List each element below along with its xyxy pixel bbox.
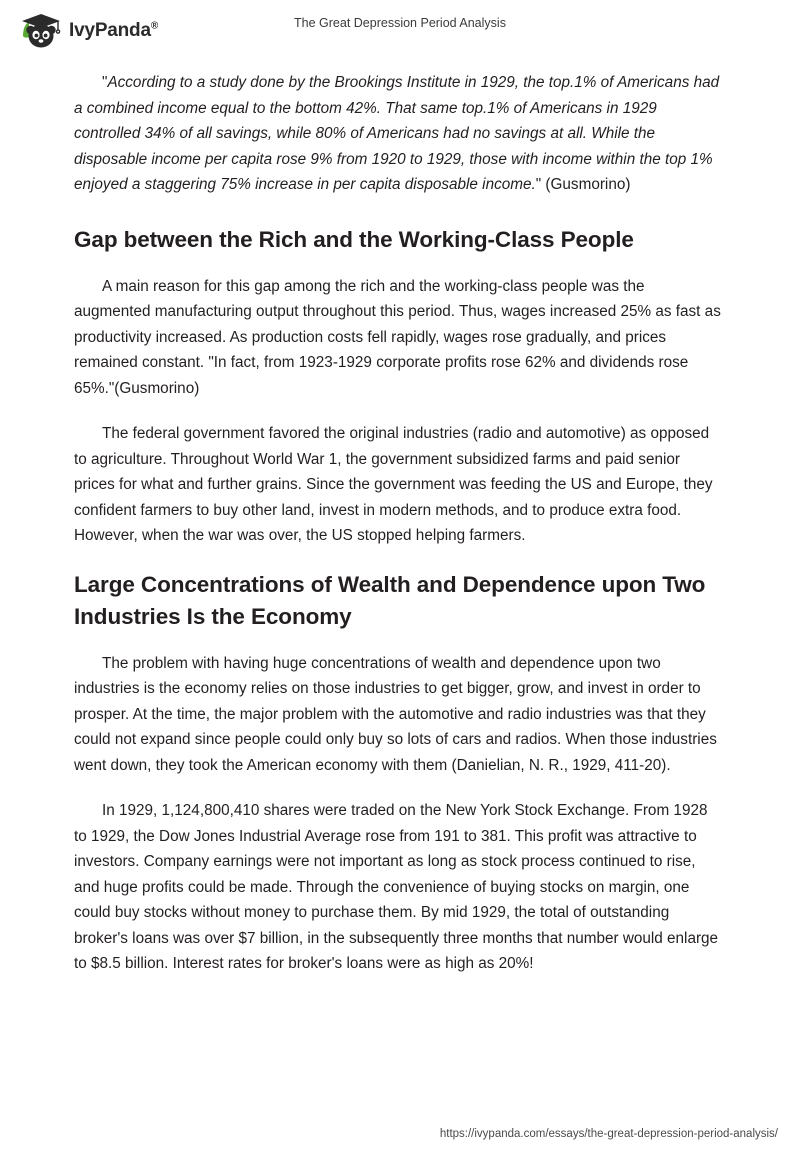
paragraph-1: A main reason for this gap among the rich and the working-class people was the augmented manufacturing output throughout this period. Thus, wages increased 25% as fast as productivity increased. As production costs fell rapidly, wages rose gradually, and prices remained constant. "In fact, from 1923-1929 corporate profits rose 62% and dividends rose 65%."(Gusmorino) bbox=[74, 277, 721, 397]
page-header bbox=[0, 0, 800, 62]
pull-quote: "According to a study done by the Brookings Institute in 1929, the top.1% of Americans had a combined income equal to the bottom 42%. That same top.1% of Americans in 1929 controlled 34% of all savings, while 80% of Americans had no savings at all. While the disposable income per capita rose 9% from 1920 to 1929, those with income within the top 1% enjoyed a staggering 75% increase in per capita disposable income." (Gusmorino) bbox=[74, 74, 720, 193]
section-heading-1: Gap between the Rich and the Working-Class People bbox=[74, 226, 634, 252]
paragraph-4: In 1929, 1,124,800,410 shares were traded on the New York Stock Exchange. From 1928 to 1929, the Dow Jones Industrial Average rose from 191 to 381. This profit was attractive to investors. Company earnings were not important as long as stock process continued to rise, and huge profits could be made. Through the convenience of buying stocks on margin, one could buy stocks without money to purchase them. By mid 1929, the total of outstanding broker's loans was over $7 billion, in the subsequently three months that number would enlarge to $8.5 billion. Interest rates for broker's loans were as high as 20%! bbox=[74, 802, 719, 972]
paragraph-3: The problem with having huge concentrations of wealth and dependence upon two industries is the economy relies on those industries to get bigger, grow, and invest in order to prosper. At the time, the major problem with the automotive and radio industries was that they could not expand since people could only buy so lots of cars and radios. When those industries went down, they took the American economy with them (Danielian, N. R., 1929, 411-20). bbox=[74, 654, 717, 774]
paragraph-2: The federal government favored the original industries (radio and automotive) as opposed to agriculture. Throughout World War 1, the government subsidized farms and paid senior prices for what and further grains. Since the government was feeding the US and Europe, they confident farmers to buy other land, invest in modern methods, and to produce extra food. However, when the war was over, the US stopped helping farmers. bbox=[74, 425, 713, 544]
article-content bbox=[0, 62, 800, 997]
document-title: The Great Depression Period Analysis bbox=[294, 16, 506, 30]
footer-source-url[interactable]: https://ivypanda.com/essays/the-great-depression-period-analysis/ bbox=[439, 1128, 778, 1140]
brand-name: IvyPanda® bbox=[69, 20, 159, 41]
section-heading-2: Large Concentrations of Wealth and Dependence upon Two Industries Is the Economy bbox=[74, 571, 706, 629]
